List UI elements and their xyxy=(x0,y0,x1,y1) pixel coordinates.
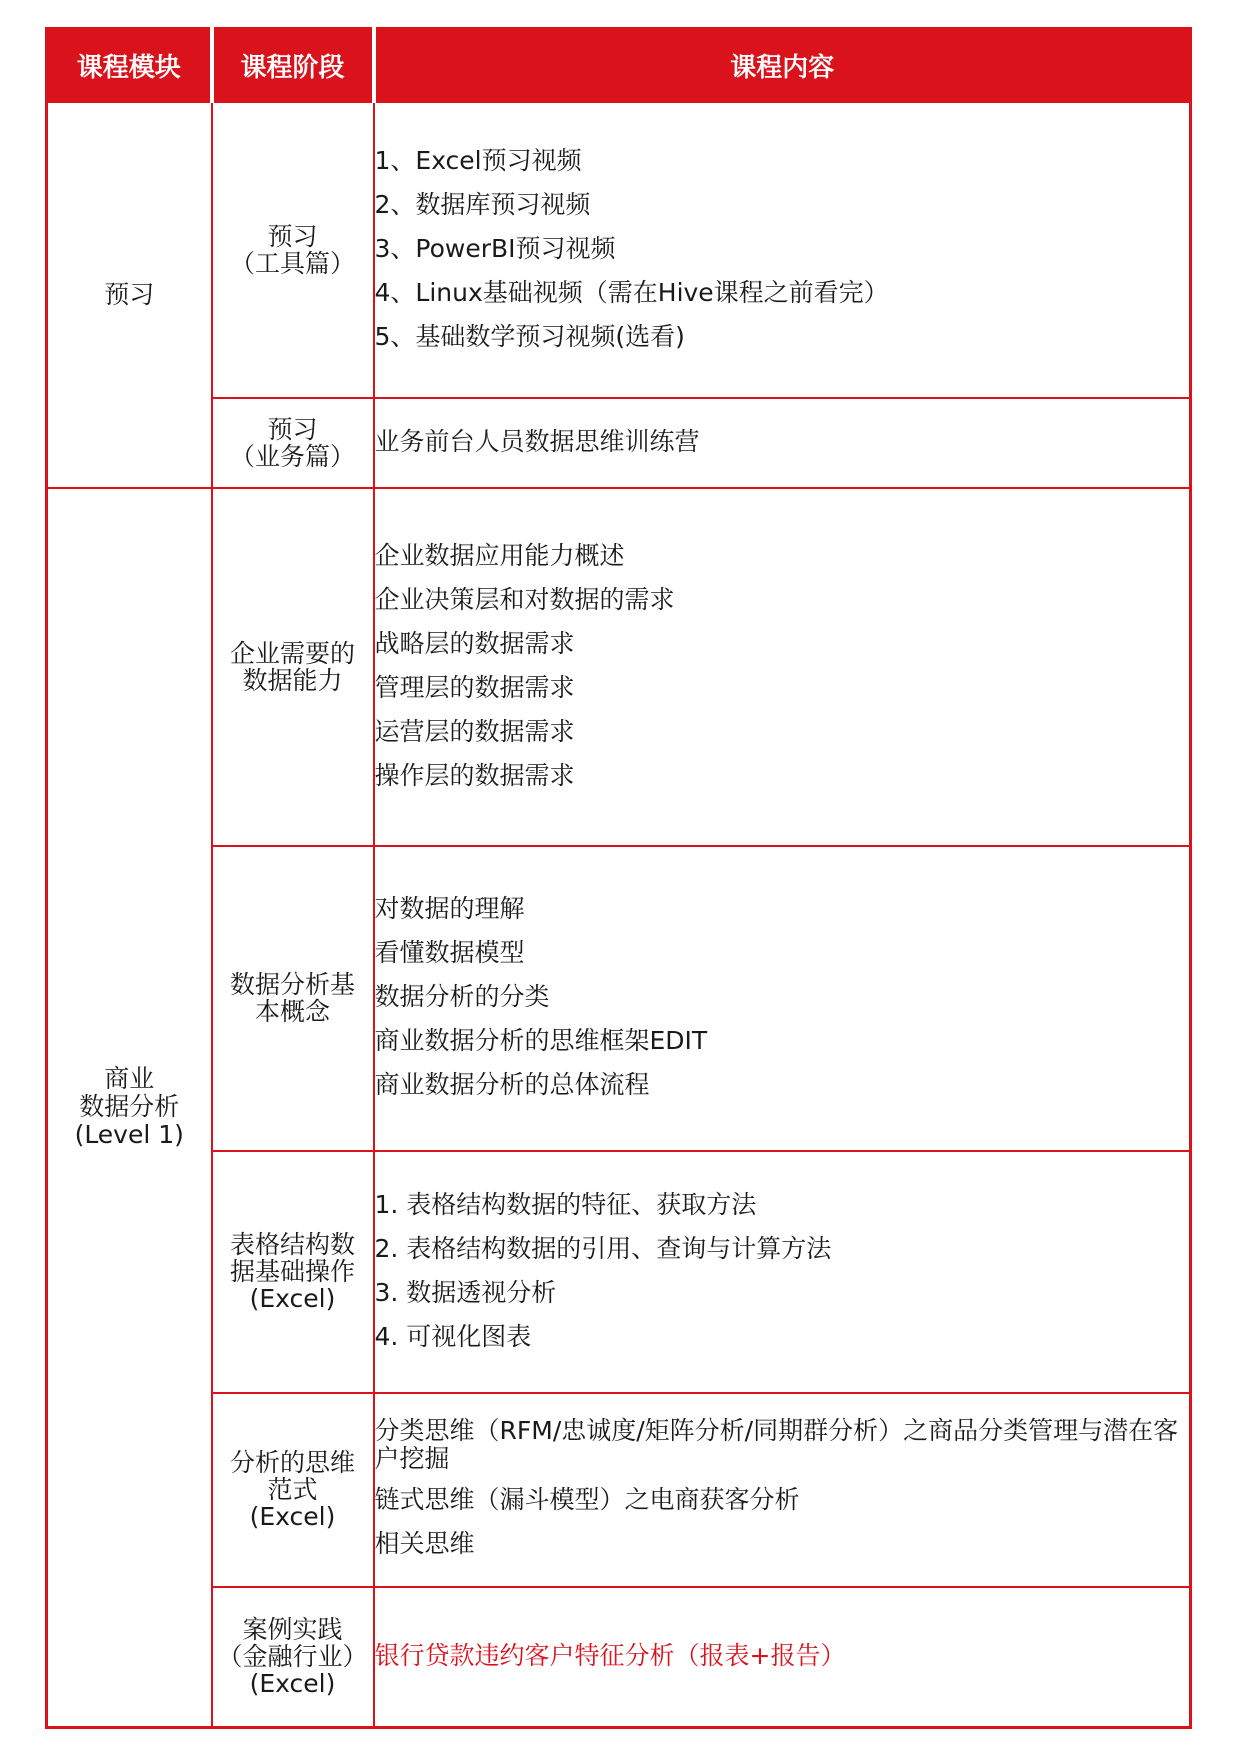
content-item: 1、Excel预习视频 xyxy=(374,145,582,175)
content-item: 2. 表格结构数据的引用、查询与计算方法 xyxy=(374,1233,832,1263)
module-cell-business-analysis xyxy=(47,488,212,1728)
content-item: 3. 数据透视分析 xyxy=(374,1277,557,1307)
content-item: 看懂数据模型 xyxy=(374,938,525,968)
table-row xyxy=(47,1393,1191,1587)
content-cell xyxy=(374,1393,1191,1587)
content-item: 战略层的数据需求 xyxy=(374,628,575,658)
stage-name: （金融行业） xyxy=(217,1642,368,1672)
content-item: 商业数据分析的思维框架EDIT xyxy=(374,1026,708,1056)
stage-name: （工具篇） xyxy=(229,248,355,278)
module-cell-preview xyxy=(47,102,212,488)
stage-name: 数据能力 xyxy=(242,665,343,695)
stage-name: 企业需要的 xyxy=(229,638,355,668)
content-cell xyxy=(374,1587,1191,1728)
header-stage: 课程阶段 xyxy=(212,29,374,102)
stage-name: 案例实践 xyxy=(242,1615,343,1645)
content-item: 管理层的数据需求 xyxy=(374,672,575,702)
content-item: 操作层的数据需求 xyxy=(374,760,575,790)
table-row xyxy=(47,102,1191,398)
module-name: 数据分析 xyxy=(79,1092,180,1122)
table-row xyxy=(47,846,1191,1151)
content-item: 分类思维（RFM/忠诚度/矩阵分析/同期群分析）之商品分类管理与潜在客户挖掘 xyxy=(374,1415,1179,1473)
header-module: 课程模块 xyxy=(47,29,212,102)
content-item: 链式思维（漏斗模型）之电商获客分析 xyxy=(374,1484,800,1514)
stage-name: 范式 xyxy=(267,1475,318,1505)
content-item: 相关思维 xyxy=(374,1528,475,1558)
content-item: 数据分析的分类 xyxy=(374,982,550,1012)
stage-name: 预习 xyxy=(267,414,318,444)
content-item: 2、数据库预习视频 xyxy=(374,189,591,219)
stage-name: 预习 xyxy=(267,221,318,251)
stage-cell xyxy=(212,846,374,1151)
content-cell xyxy=(374,102,1191,398)
content-item: 企业数据应用能力概述 xyxy=(374,540,625,570)
content-item: 企业决策层和对数据的需求 xyxy=(374,584,675,614)
stage-name: 数据分析基 xyxy=(229,970,355,1000)
module-name: 商业 xyxy=(104,1064,155,1094)
content-item: 4、Linux基础视频（需在Hive课程之前看完） xyxy=(374,277,889,307)
content-item-highlight: 银行贷款违约客户特征分析（报表+报告） xyxy=(374,1640,846,1670)
stage-cell xyxy=(212,398,374,488)
stage-name: 本概念 xyxy=(254,997,330,1027)
header-content: 课程内容 xyxy=(374,29,1191,102)
stage-cell xyxy=(212,1151,374,1393)
table-row xyxy=(47,1587,1191,1728)
content-cell xyxy=(374,1151,1191,1393)
stage-name: (Excel) xyxy=(249,1669,336,1699)
content-item: 运营层的数据需求 xyxy=(374,716,575,746)
stage-name: （业务篇） xyxy=(229,441,355,471)
stage-cell xyxy=(212,102,374,398)
module-name: 预习 xyxy=(104,279,155,309)
content-item: 商业数据分析的总体流程 xyxy=(374,1070,650,1100)
content-item: 3、PowerBI预习视频 xyxy=(374,233,616,263)
table-row xyxy=(47,398,1191,488)
content-item: 4. 可视化图表 xyxy=(374,1321,532,1351)
table-row xyxy=(47,488,1191,846)
content-item: 1. 表格结构数据的特征、获取方法 xyxy=(374,1189,757,1219)
stage-name: (Excel) xyxy=(249,1502,336,1532)
stage-cell xyxy=(212,1393,374,1587)
content-item: 5、基础数学预习视频(选看) xyxy=(374,321,685,351)
course-table xyxy=(45,27,1192,1729)
content-cell xyxy=(374,846,1191,1151)
stage-cell xyxy=(212,488,374,846)
content-item: 业务前台人员数据思维训练营 xyxy=(374,426,700,456)
stage-name: (Excel) xyxy=(249,1284,336,1314)
stage-name: 分析的思维 xyxy=(229,1448,355,1478)
content-cell xyxy=(374,488,1191,846)
header-row xyxy=(47,29,1191,102)
content-item: 对数据的理解 xyxy=(374,894,525,924)
stage-name: 表格结构数 xyxy=(229,1230,355,1260)
module-name: (Level 1) xyxy=(74,1120,184,1150)
table-row xyxy=(47,1151,1191,1393)
stage-cell xyxy=(212,1587,374,1728)
content-cell xyxy=(374,398,1191,488)
stage-name: 据基础操作 xyxy=(229,1257,355,1287)
